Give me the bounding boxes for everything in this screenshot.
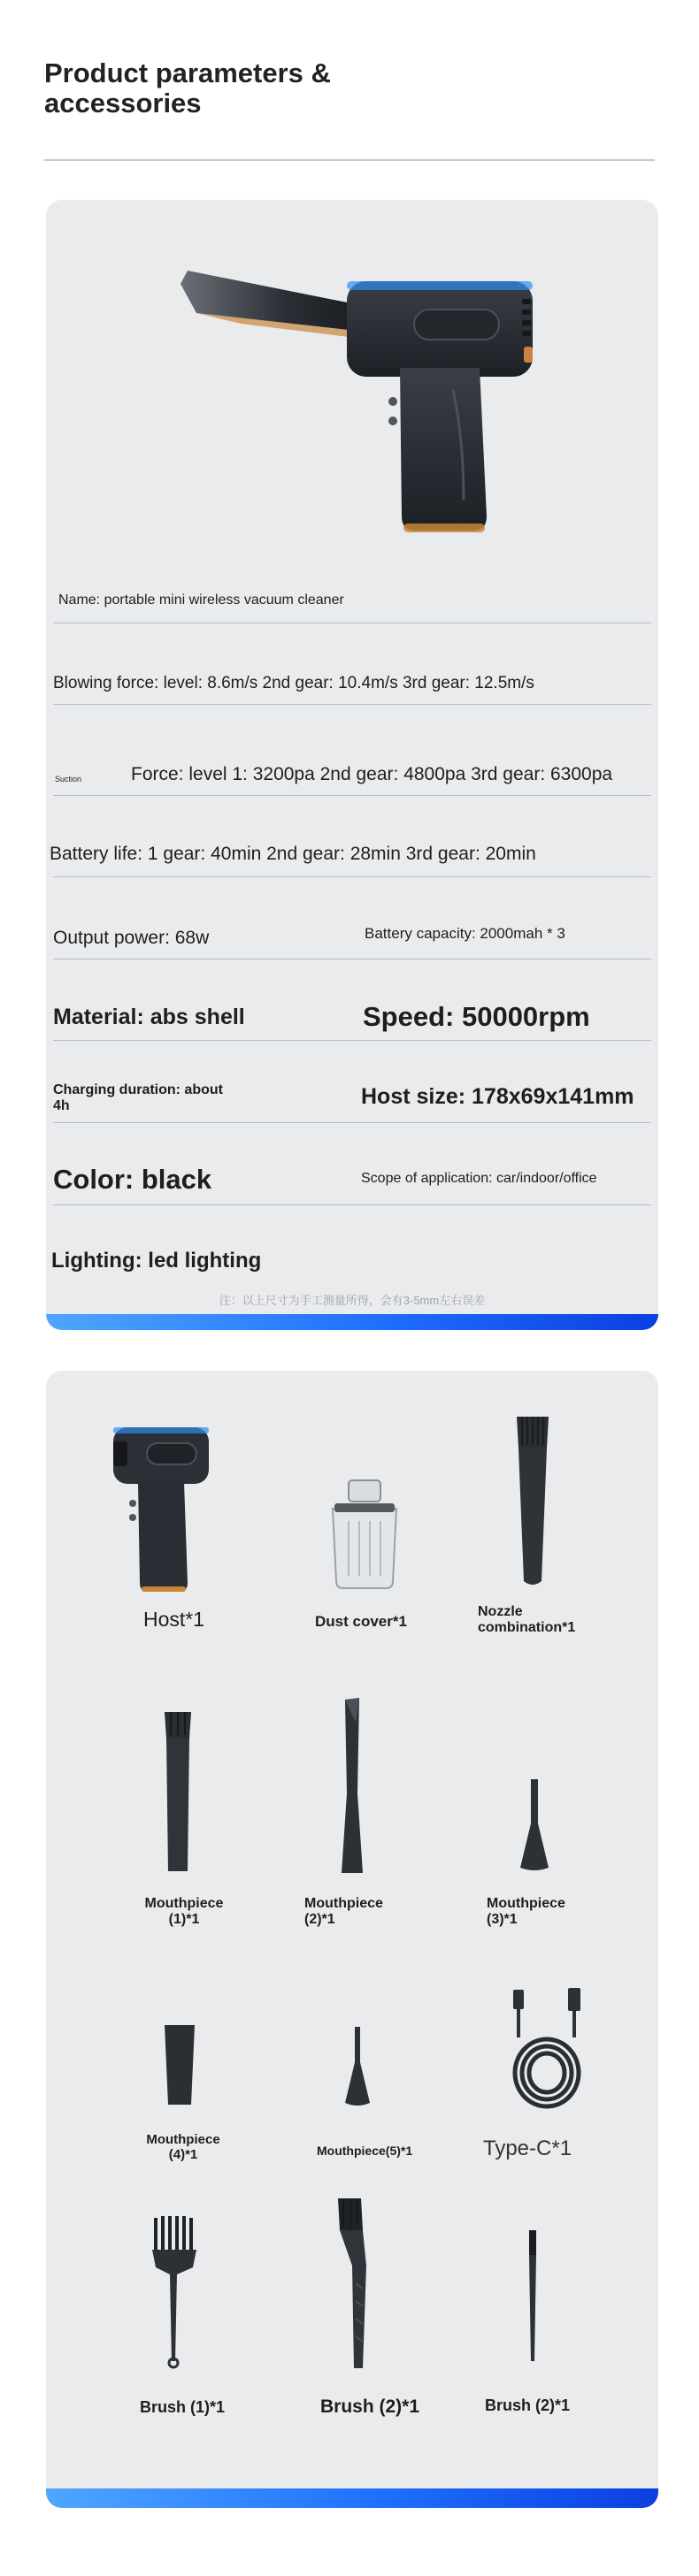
accessory-label: Mouthpiece(5)*1 [317,2144,413,2158]
mouthpiece-5-icon [340,2023,375,2108]
accessory-label: Host*1 [143,1608,205,1631]
usb-type-c-cable-icon [504,1984,593,2117]
vacuum-product-image [134,235,568,571]
accessory-label: Brush (1)*1 [140,2398,226,2416]
spec-divider [53,795,651,796]
page-title [44,58,331,118]
accessory-label: Mouthpiece (2)*1 [304,1896,383,1927]
spec-divider [53,1040,651,1041]
accessory-label: Mouthpiece (4)*1 [146,2132,220,2162]
spec-divider [53,876,651,877]
spec-material: Material: abs shell [53,1005,245,1029]
accessory-label: Mouthpiece (1)*1 [144,1896,224,1927]
measurement-note: 注：以上尺寸为手工测量所得，会有3-5mm左右误差 [219,1294,486,1307]
spec-blowing-force: Blowing force: level: 8.6m/s 2nd gear: 10.4m/s 3rd gear: 12.5m/s [53,674,534,692]
spec-battery-capacity: Battery capacity: 2000mah * 3 [365,925,565,942]
spec-divider [53,1204,651,1205]
mouthpiece-3-icon [515,1776,554,1875]
nozzle-combination-icon [506,1413,559,1590]
page-title-line-2: accessories [44,88,202,118]
accessory-label: Nozzle combination*1 [478,1604,576,1635]
spec-name: Name: portable mini wireless vacuum cleaner [58,592,344,608]
spec-charging-duration: Charging duration: about 4h [53,1082,223,1113]
accessory-label: Mouthpiece (3)*1 [487,1896,565,1927]
accessory-label: Brush (2)*1 [320,2396,420,2417]
accessory-label: Dust cover*1 [315,1613,407,1630]
mouthpiece-2-icon [329,1696,373,1878]
vacuum-host-icon [108,1418,214,1595]
spec-scope: Scope of application: car/indoor/office [361,1171,597,1186]
spec-suction-label: Suction [55,775,82,784]
spec-battery-life: Battery life: 1 gear: 40min 2nd gear: 28min 3rd gear: 20min [50,844,536,864]
spec-suction-force: Force: level 1: 3200pa 2nd gear: 4800pa 3rd gear: 6300pa [131,764,613,784]
spec-lighting: Lighting: led lighting [51,1249,262,1273]
brush-2-icon [327,2195,380,2372]
spec-divider [53,1122,651,1123]
accessory-label: Type-C*1 [483,2136,572,2160]
page-title-line-1: Product parameters & [44,57,331,88]
dust-cover-icon [320,1477,409,1592]
mouthpiece-4-icon [157,2022,202,2110]
accent-bar [46,2488,658,2508]
spec-host-size: Host size: 178x69x141mm [361,1084,634,1109]
spec-color: Color: black [53,1164,212,1195]
brush-1-icon [143,2213,205,2372]
accessory-label: Brush (2)*1 [485,2396,571,2414]
spec-speed: Speed: 50000rpm [363,1001,590,1032]
accent-bar [46,1314,658,1330]
spec-output-power: Output power: 68w [53,928,210,948]
parameters-card [46,200,658,1330]
mouthpiece-1-icon [156,1708,200,1877]
accessories-card [46,1371,658,2508]
title-divider [44,159,655,161]
brush-3-icon [522,2228,543,2366]
spec-divider [53,704,651,705]
